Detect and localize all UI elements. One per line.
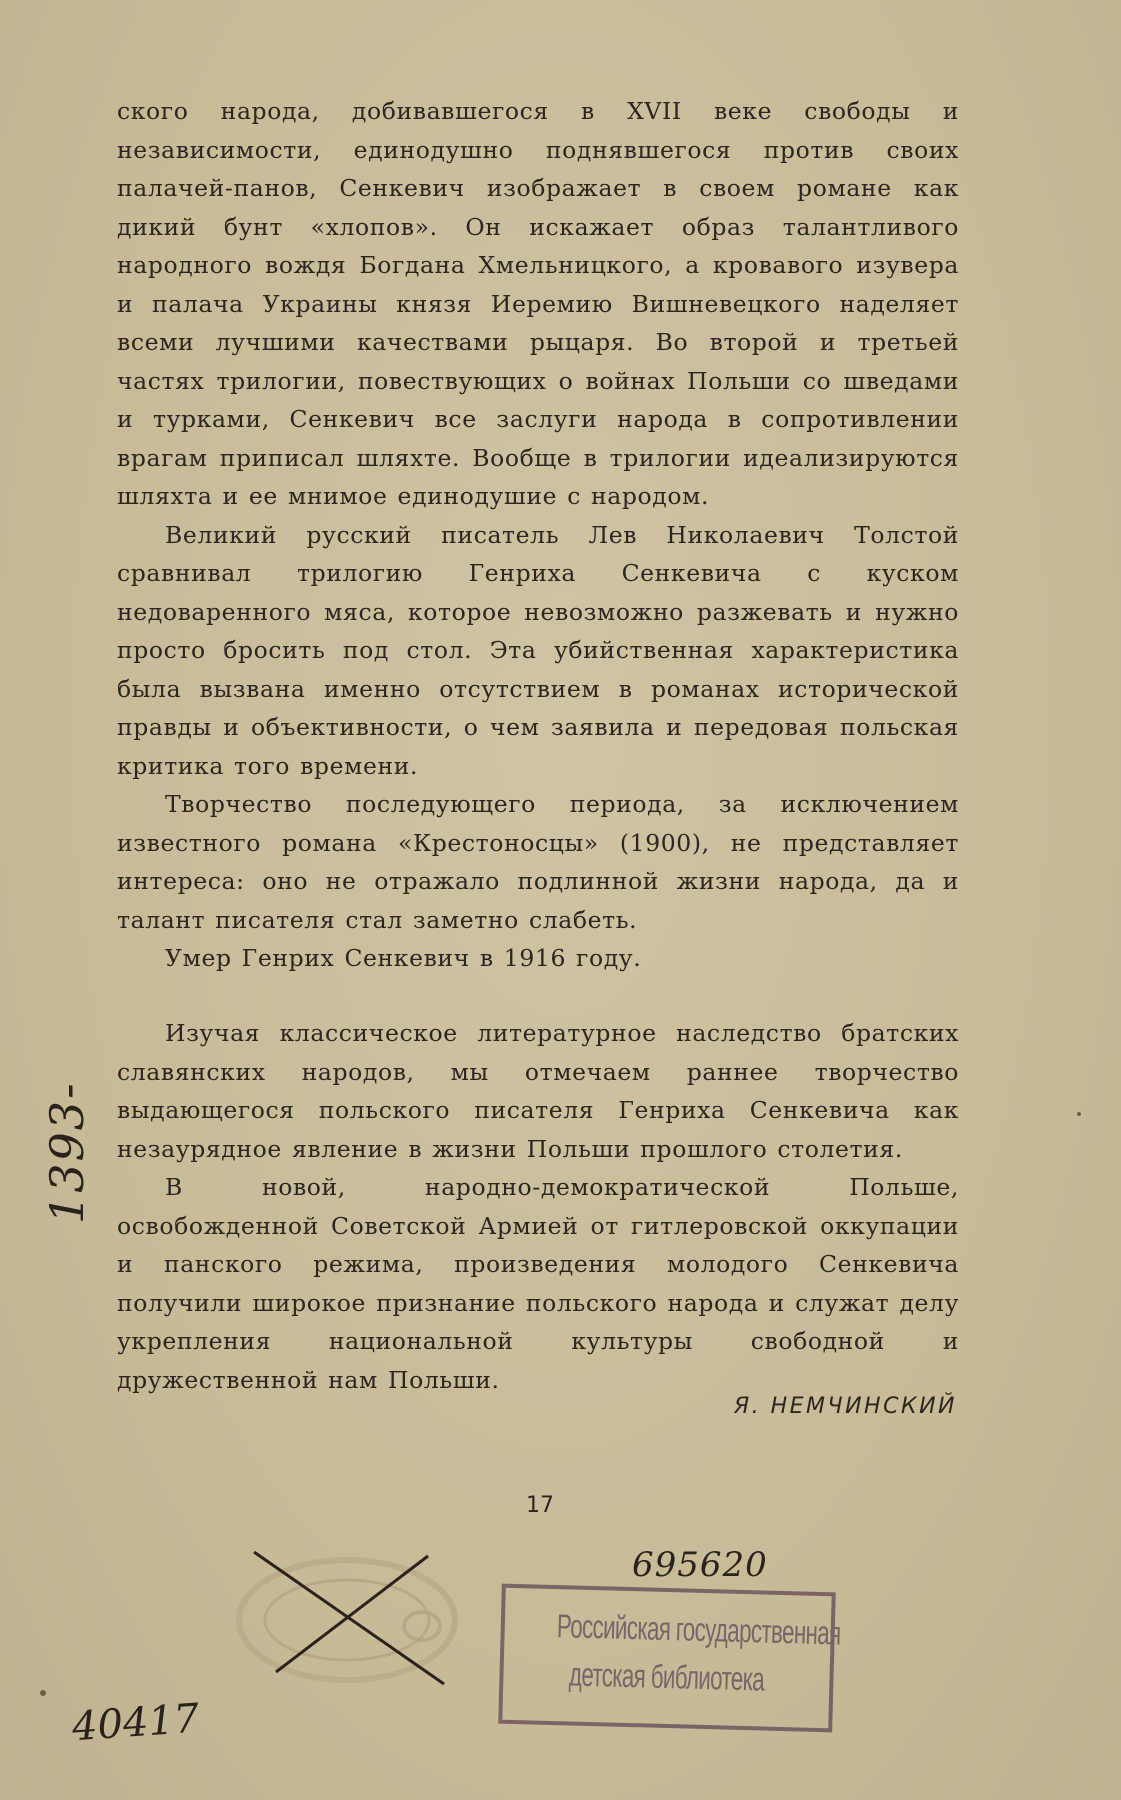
page-number: 17 bbox=[526, 1493, 554, 1518]
handwritten-inventory-number: 695620 bbox=[632, 1545, 768, 1585]
paragraph-new-poland: В новой, народно-демократической Польше, освобожденной Советской Армией от гитлеровской оккупации и панского режима, произведения молодого Сенкевича получили широкое признание польского народа и служат делу укрепления национальной культуры свободной и дружественной нам Польши. bbox=[117, 1173, 959, 1394]
paper-speck bbox=[40, 1690, 46, 1696]
paper-speck bbox=[1077, 1112, 1081, 1116]
paragraph-death: Умер Генрих Сенкевич в 1916 году. bbox=[165, 944, 642, 972]
main-text-top bbox=[117, 92, 959, 978]
author-signature: Я. НЕМЧИНСКИЙ bbox=[733, 1394, 957, 1419]
paragraph-continuation: ского народа, добивавшегося в XVII веке свободы и независимости, единодушно поднявшегося против своих палачей-панов, Сенкевич изображает в своем романе как дикий бунт «хлопов». Он искажает образ талантливого народного вождя Богдана Хмельницкого, а кровавого изувера и палача Украины князя Иеремию Вишневецкого наделяет всеми лучшими качествами рыцаря. Во второй и третьей частях трилогии, повествующих о войнах Польши со шведами и турками, Сенкевич все заслуги народа в сопротивлении врагам приписал шляхте. Вообще в трилогии идеализируются шляхта и ее мнимое единодушие с народом. bbox=[117, 97, 959, 510]
paragraph-tolstoy: Великий русский писатель Лев Николаевич Толстой сравнивал трилогию Генриха Сенкевича с куском недоваренного мяса, которое невозможно разжевать и нужно просто бросить под стол. Эта убийственная характеристика была вызвана именно отсутствием в романах исторической правды и объективности, о чем заявила и передовая польская критика того времени. bbox=[117, 520, 959, 780]
paragraph-legacy: Изучая классическое литературное наследство братских славянских народов, мы отмечаем раннее творчество выдающегося польского писателя Генриха Сенкевича как незаурядное явление в жизни Польши прошлого столетия. bbox=[117, 1019, 959, 1163]
handwritten-corner-note: 40417 bbox=[70, 1695, 201, 1751]
crossed-out-oval-stamp bbox=[232, 1548, 462, 1688]
library-stamp bbox=[498, 1584, 842, 1733]
paragraph-later-works: Творчество последующего периода, за исключением известного романа «Крестоносцы» (1900), не представляет интереса: оно не отражало подлинной жизни народа, да и талант писателя стал заметно слабеть. bbox=[117, 790, 959, 934]
main-text-bottom bbox=[117, 1014, 959, 1399]
handwritten-margin-note: 1393- bbox=[40, 1081, 94, 1224]
library-stamp-line-1: Российская государственная bbox=[556, 1607, 842, 1652]
library-stamp-line-2: детская библиотека bbox=[568, 1655, 765, 1698]
